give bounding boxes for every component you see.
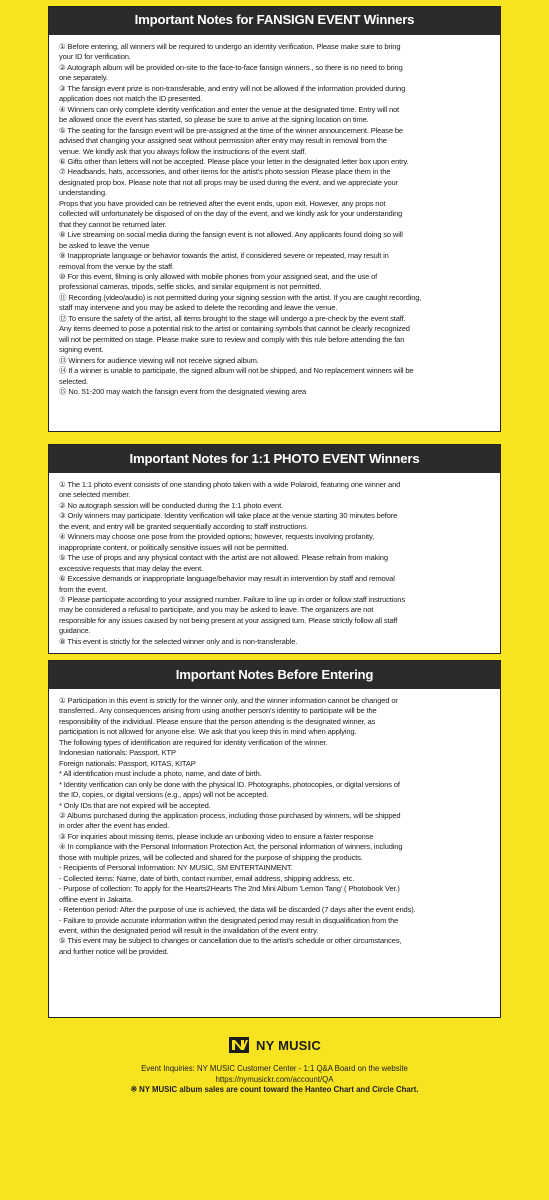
note-line: ⑫ To ensure the safety of the artist, all items brought to the stage will undergo a pre-check by the event staff. xyxy=(59,313,406,323)
note-line: - Collected items: Name, date of birth, contact number, email address, shipping address, etc. xyxy=(59,873,355,883)
qa-board-link[interactable]: https://nymusickr.com/account/QA xyxy=(215,1074,334,1084)
note-line: one separately. xyxy=(59,73,108,83)
chart-count-note: ※ NY MUSIC album sales are count toward the Hanteo Chart and Circle Chart. xyxy=(130,1085,419,1094)
note-line: ⑥ Gifts other than letters will not be accepted. Please place your letter in the designated letter box upon entry. xyxy=(59,156,409,166)
note-line: - Recipients of Personal Information: NY MUSIC, SM ENTERTAINMENT. xyxy=(59,863,293,873)
note-line: one selected member. xyxy=(59,490,131,500)
note-line: participation is not allowed for anyone else. We ask that you keep this in mind when applying. xyxy=(59,727,357,737)
event-inquiries-text: Event Inquiries: NY MUSIC Customer Center - 1:1 Q&A Board on the website xyxy=(141,1064,408,1073)
note-line: be asked to leave the venue xyxy=(59,240,150,250)
note-line: professional cameras, tripods, selfie sticks, and similar equipment is not permitted. xyxy=(59,282,322,292)
note-line: the ID, copies, or digital versions (e.g., apps) will not be accepted. xyxy=(59,790,269,800)
note-line: - Purpose of collection: To apply for the Hearts2Hearts The 2nd Mini Album 'Lemon Tang' ( Photobook Ver.) xyxy=(59,884,400,894)
note-line: ⑦ Headbands, hats, accessories, and other items for the artist's photo session Please place them in the xyxy=(59,167,391,177)
note-line: * All identification must include a photo, name, and date of birth. xyxy=(59,769,262,779)
note-line: ⑨ Inappropriate language or behavior towards the artist, if considered severe or repeated, may result in xyxy=(59,251,389,261)
note-line: be allowed once the event has started, so please be sure to arrive at the signing location on time. xyxy=(59,115,369,125)
note-line: that they cannot be returned later. xyxy=(59,219,167,229)
note-line: removal from the venue by the staff. xyxy=(59,261,174,271)
note-line: ⑮ No. 51-200 may watch the fansign event from the designated viewing area xyxy=(59,386,307,396)
note-line: Props that you have provided can be retrieved after the event ends, upon exit. However, any props not xyxy=(59,198,386,208)
note-line: ③ Only winners may participate. Identity verification will take place at the venue starting 30 minutes before xyxy=(59,511,398,521)
note-line: ② No autograph session will be conducted during the 1:1 photo event. xyxy=(59,500,283,510)
note-line: designated prop box. Please note that not all props may be used during the event, and we appreciate your xyxy=(59,177,398,187)
note-line: ② Autograph album will be provided on-site to the face-to-face fansign winners., so there is no need to bring xyxy=(59,62,403,72)
note-line: venue. We kindly ask that you always follow the instructions of the event staff. xyxy=(59,146,307,156)
note-line: - Failure to provide accurate information within the designated period may result in disqualification from the xyxy=(59,915,399,925)
photo-event-notes-body xyxy=(49,473,500,647)
note-line: ⑤ This event may be subject to changes or cancellation due to the artist's schedule or other circumstances, xyxy=(59,936,402,946)
note-line: ⑦ Please participate according to your assigned number. Failure to line up in order or follow staff instructions xyxy=(59,594,405,604)
note-line: * Identity verification can only be done with the physical ID. Photographs, photocopies, or digital versions of xyxy=(59,779,400,789)
fansign-notes-body xyxy=(49,35,500,397)
note-line: ⑤ The use of props and any physical contact with the artist are not allowed. Please refrain from making xyxy=(59,553,388,563)
note-line: responsibility of the individual. Please ensure that the person attending is the designated winner, as xyxy=(59,716,376,726)
note-line: transferred.. Any consequences arising from using another person's identity to participate will be the xyxy=(59,706,377,716)
note-line: Indonesian nationals: Passport, KTP xyxy=(59,748,176,758)
note-line: and further notice will be provided. xyxy=(59,946,169,956)
note-line: ① The 1:1 photo event consists of one standing photo taken with a wide Polaroid, featuring one winner and xyxy=(59,480,401,489)
photo-event-notes-panel xyxy=(48,444,501,654)
note-line: ③ For inquiries about missing items, please include an unboxing video to ensure a faster response xyxy=(59,831,374,841)
note-line: ⑬ Winners for audience viewing will not receive signed album. xyxy=(59,355,259,365)
fansign-notes-panel xyxy=(48,6,501,432)
note-line: ⑤ The seating for the fansign event will be pre-assigned at the time of the winner announcement. Please be xyxy=(59,125,403,135)
note-line: staff may intervene and you may be asked to delete the recording and leave the venue. xyxy=(59,303,338,313)
note-line: in order after the event has ended. xyxy=(59,821,170,831)
note-line: ⑪ Recording (video/audio) is not permitted during your signing session with the artist. If you are caught recording, xyxy=(59,292,422,302)
note-line: may be considered a refusal to participate, and you may be asked to leave. The organizers are not xyxy=(59,605,374,615)
note-line: excessive requests that may delay the event. xyxy=(59,563,203,573)
note-line: inappropriate content, or politically sensitive issues will not be permitted. xyxy=(59,542,289,552)
photo-event-notes-title: Important Notes for 1:1 PHOTO EVENT Winners xyxy=(49,445,500,473)
before-entering-notes-title: Important Notes Before Entering xyxy=(49,661,500,689)
note-line: those with multiple prizes, will be collected and shared for the purpose of shipping the products. xyxy=(59,852,363,862)
note-line: ④ Winners can only complete identity verification and enter the venue at the designated time. Entry will not xyxy=(59,104,400,114)
fansign-notes-title: Important Notes for FANSIGN EVENT Winners xyxy=(49,7,500,35)
note-line: signing event. xyxy=(59,345,104,355)
note-line: Foreign nationals: Passport, KITAS, KITAP xyxy=(59,758,196,768)
note-line: ④ Winners may choose one pose from the provided options; however, requests involving profanity, xyxy=(59,532,374,542)
note-line: ④ In compliance with the Personal Information Protection Act, the personal information of winners, including xyxy=(59,842,403,852)
note-line: from the event. xyxy=(59,584,108,594)
note-line: ⑧ Live streaming on social media during the fansign event is not allowed. Any applicants found doing so will xyxy=(59,230,403,240)
note-line: - Retention period: After the purpose of use is achieved, the data will be discarded (7 days after the event ends). xyxy=(59,905,416,915)
note-line: ⑩ For this event, filming is only allowed with mobile phones from your assigned seat, and the use of xyxy=(59,271,378,281)
note-line: the event, and entry will be granted sequentially according to staff instructions. xyxy=(59,521,308,531)
note-line: will not be permitted on stage. Please make sure to review and comply with this rule before attending the fan xyxy=(59,334,405,344)
note-line: selected. xyxy=(59,376,88,386)
note-line: ② Albums purchased during the application process, including those purchased by winners, will be shipped xyxy=(59,810,401,820)
note-line: ③ The fansign event prize is non-transferable, and entry will not be allowed if the information provided during xyxy=(59,83,406,93)
before-entering-notes-panel xyxy=(48,660,501,1018)
note-line: your ID for verification. xyxy=(59,52,131,62)
note-line: offline event in Jakarta. xyxy=(59,894,133,904)
note-line: ① Participation in this event is strictly for the winner only, and the winner information cannot be changed or xyxy=(59,696,398,705)
footer-logo xyxy=(0,1033,549,1057)
before-entering-notes-body xyxy=(49,689,500,957)
note-line: ⑥ Excessive demands or inappropriate language/behavior may result in intervention by staff and removal xyxy=(59,574,395,584)
note-line: collected will unfortunately be disposed of on the day of the event, and we kindly ask for your understanding xyxy=(59,209,403,219)
note-line: The following types of identification are required for identity verification of the winner. xyxy=(59,737,328,747)
note-line: ⑭ If a winner is unable to participate, the signed album will not be shipped, and No replacement winners will be xyxy=(59,366,414,376)
note-line: event, within the designated period will result in the invalidation of the event entry. xyxy=(59,925,319,935)
ny-music-logo-text: NY MUSIC xyxy=(256,1037,321,1053)
note-line: understanding. xyxy=(59,188,107,198)
note-line: ① Before entering, all winners will be required to undergo an identity verification. Please make sure to bring xyxy=(59,42,401,51)
footer-info xyxy=(0,1064,549,1096)
note-line: ⑧ This event is strictly for the selected winner only and is non-transferable. xyxy=(59,636,298,646)
note-line: * Only IDs that are not expired will be accepted. xyxy=(59,800,211,810)
note-line: Any items deemed to pose a potential risk to the artist or containing symbols that cannot be clearly recognized xyxy=(59,324,410,334)
note-line: advised that changing your assigned seat without permission after entry may result in removal from the xyxy=(59,136,387,146)
note-line: application does not match the ID presented. xyxy=(59,94,203,104)
note-line: guidance. xyxy=(59,626,91,636)
note-line: responsible for any issues caused by not being present at your assigned turn. Please strictly follow all staff xyxy=(59,615,398,625)
ny-music-logo-icon xyxy=(228,1034,250,1056)
